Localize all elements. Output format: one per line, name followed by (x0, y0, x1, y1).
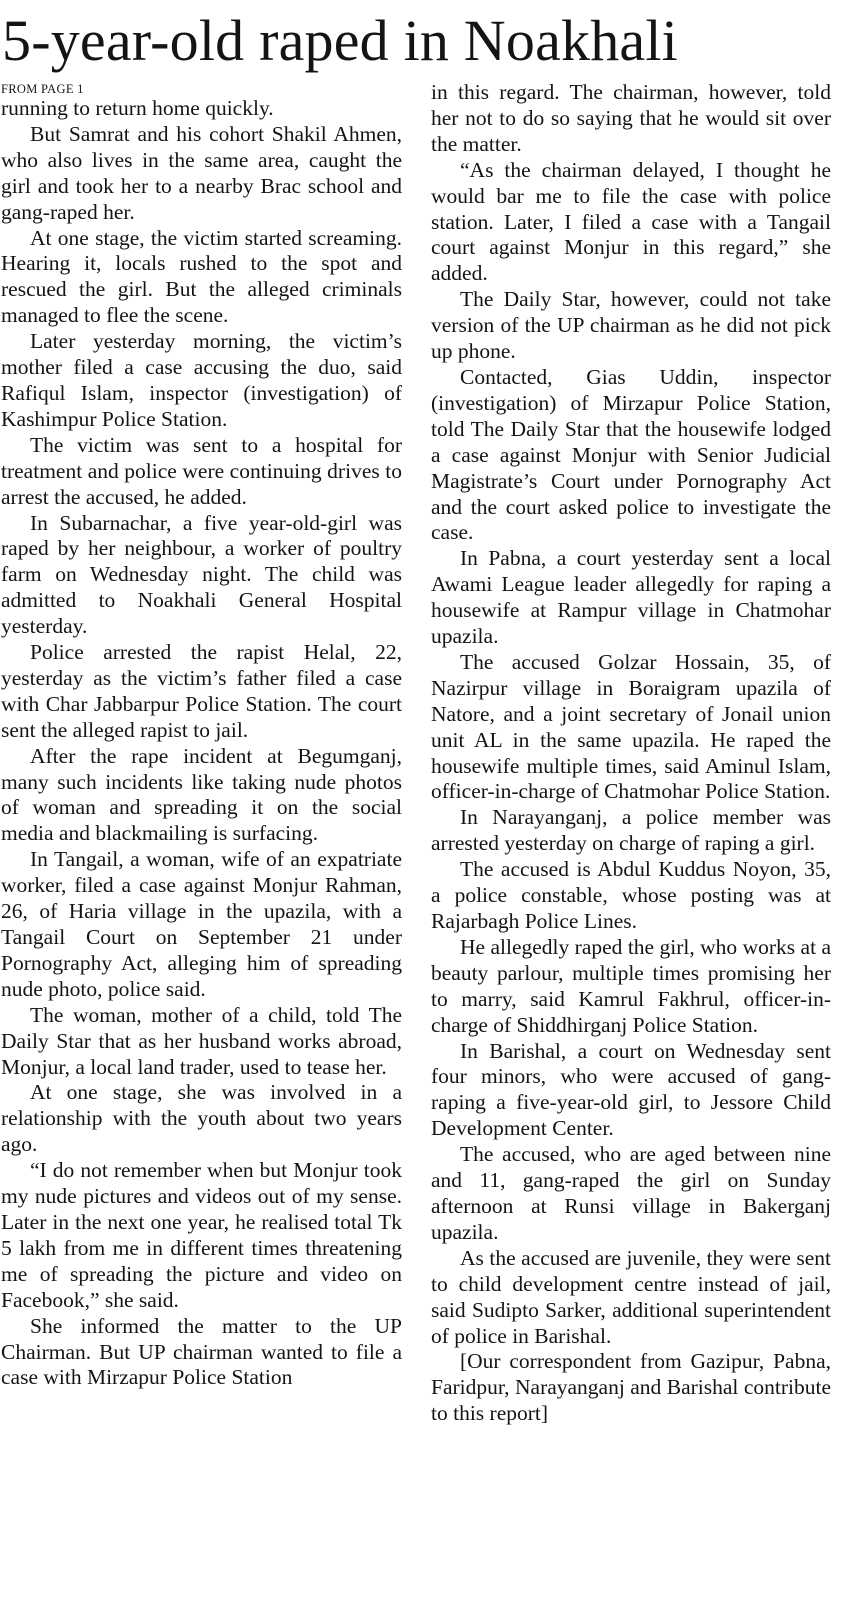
article-paragraph: In Barishal, a court on Wednesday sent four minors, who were accused of gang-raping a five-year-old girl, to Jessore Child Development Center. (431, 1038, 831, 1141)
article-paragraph: At one stage, the victim started screaming. Hearing it, locals rushed to the spot and rescued the girl. But the alleged criminals managed to flee the scene. (1, 225, 402, 328)
article-paragraph: She informed the matter to the UP Chairman. But UP chairman wanted to file a case with Mirzapur Police Station (1, 1313, 402, 1390)
article-paragraph: The accused, who are aged between nine and 11, gang-raped the girl on Sunday afternoon at Runsi village in Bakerganj upazila. (431, 1142, 831, 1244)
article-paragraph: But Samrat and his cohort Shakil Ahmen, who also lives in the same area, caught the girl and took her to a nearby Brac school and gang-raped her. (1, 121, 402, 224)
article-paragraph: Later yesterday morning, the victim’s mother filed a case accusing the duo, said Rafiqul Islam, inspector (investigation) of Kashimpur Police Station. (1, 329, 402, 431)
article-column-right (431, 80, 831, 1427)
article-paragraph: He allegedly raped the girl, who works at a beauty parlour, multiple times promising her to marry, said Kamrul Fakhrul, officer-in-charge of Shiddhirganj Police Station. (431, 934, 831, 1037)
article-paragraph: The accused Golzar Hossain, 35, of Nazirpur village in Boraigram upazila of Natore, and a joint secretary of Jonail union unit AL in the same upazila. He raped the housewife multiple times, said Aminul Islam, officer-in-charge of Chatmohar Police Station. (431, 649, 831, 804)
article-paragraph: The woman, mother of a child, told The Daily Star that as her husband works abroad, Monjur, a local land trader, used to tease her. (1, 1002, 402, 1079)
article-paragraph: In Subarnachar, a five year-old-girl was raped by her neighbour, a worker of poultry farm on Wednesday night. The child was admitted to Noakhali General Hospital yesterday. (1, 510, 402, 639)
article-paragraph: “As the chairman delayed, I thought he would bar me to file the case with police station. Later, I filed a case with a Tangail court against Monjur in this regard,” she added. (431, 157, 831, 286)
article-paragraph: “I do not remember when but Monjur took my nude pictures and videos out of my sense. Later in the next one year, he realised total Tk 5 lakh from me in different times threatening me of spreading the picture and video on Facebook,” she said. (1, 1158, 402, 1312)
article-paragraph: Police arrested the rapist Helal, 22, yesterday as the victim’s father filed a case with Char Jabbarpur Police Station. The court sent the alleged rapist to jail. (1, 640, 402, 742)
article-headline: 5-year-old raped in Noakhali (2, 8, 678, 73)
article-paragraph: Contacted, Gias Uddin, inspector (investigation) of Mirzapur Police Station, told The Daily Star that the housewife lodged a case against Monjur with Senior Judicial Magistrate’s Court under Pornography Act and the court asked police to investigate the case. (431, 364, 831, 545)
article-paragraph: The victim was sent to a hospital for treatment and police were continuing drives to arrest the accused, he added. (1, 432, 402, 509)
continuation-label: FROM PAGE 1 (1, 82, 84, 96)
article-paragraph: [Our correspondent from Gazipur, Pabna, Faridpur, Narayanganj and Barishal contribute to this report] (431, 1349, 831, 1426)
article-paragraph: The accused is Abdul Kuddus Noyon, 35, a police constable, whose posting was at Rajarbagh Police Lines. (431, 857, 831, 933)
article-paragraph: After the rape incident at Begumganj, many such incidents like taking nude photos of woman and spreading it on the social media and blackmailing is surfacing. (1, 743, 402, 846)
article-paragraph: In Narayanganj, a police member was arrested yesterday on charge of raping a girl. (431, 805, 831, 856)
article-paragraph: In Tangail, a woman, wife of an expatriate worker, filed a case against Monjur Rahman, 26, of Haria village in the upazila, with a Tangail Court on September 21 under Pornography Act, alleging him of spreading nude photo, police said. (1, 847, 402, 1001)
article-column-left (1, 80, 402, 1391)
article-paragraph: The Daily Star, however, could not take version of the UP chairman as he did not pick up phone. (431, 287, 831, 364)
article-paragraph: As the accused are juvenile, they were sent to child development centre instead of jail, said Sudipto Sarker, additional superintendent of police in Barishal. (431, 1245, 831, 1348)
article-paragraph: In Pabna, a court yesterday sent a local Awami League leader allegedly for raping a housewife at Rampur village in Chatmohar upazila. (431, 546, 831, 649)
article-paragraph: At one stage, she was involved in a relationship with the youth about two years ago. (1, 1080, 402, 1157)
article-paragraph: in this regard. The chairman, however, told her not to do so saying that he would sit over the matter. (431, 80, 831, 156)
article-paragraph: running to return home quickly. (1, 96, 274, 120)
